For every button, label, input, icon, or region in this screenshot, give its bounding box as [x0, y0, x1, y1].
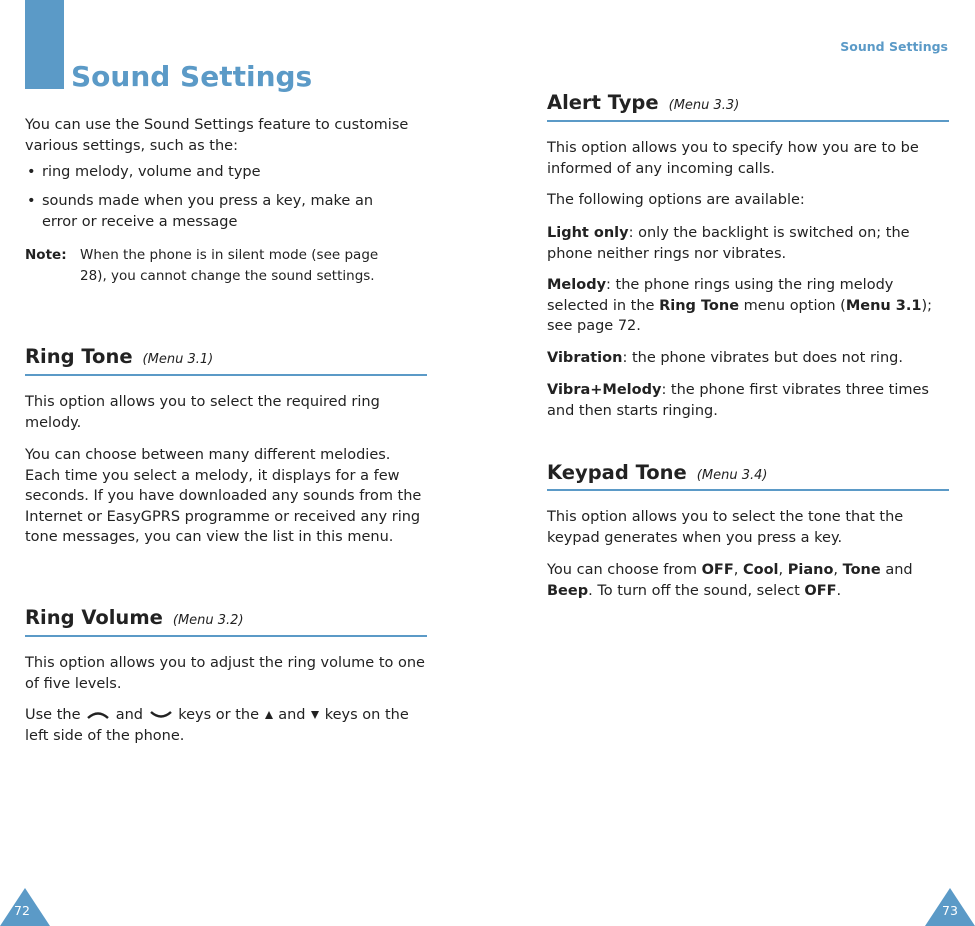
ring-volume-text-2: Use the and keys or the and keys on the left side of the phone.	[25, 707, 409, 744]
alert-type-text-1: This option allows you to specify how you are to be informed of any incoming calls.	[547, 140, 919, 177]
running-header: Sound Settings	[840, 39, 948, 54]
keypad-tone-text-2: You can choose from OFF, Cool, Piano, Tone and Beep. To turn off the sound, select OFF.	[547, 562, 913, 599]
title-accent-block	[25, 0, 64, 89]
bullet-list-2	[25, 191, 405, 232]
option-melody: Melody: the phone rings using the ring melody selected in the Ring Tone menu option (Menu 3.1); see page 72.	[547, 277, 933, 334]
ring-volume-text-1: This option allows you to adjust the ring volume to one of five levels.	[25, 655, 425, 692]
option-vibra-melody: Vibra+Melody: the phone first vibrates three times and then starts ringing.	[547, 382, 929, 419]
page-number-left: 72	[14, 903, 30, 918]
page-number-right: 73	[942, 903, 958, 918]
ring-tone-text-1: This option allows you to select the required ring melody.	[25, 394, 380, 431]
bullet-list	[25, 162, 427, 183]
keypad-tone-text-1: This option allows you to select the tone that the keypad generates when you press a key.	[547, 509, 904, 546]
volume-up-key-icon	[85, 710, 111, 720]
alert-type-text-2: The following options are available:	[547, 192, 805, 208]
note-text: When the phone is in silent mode (see page 28), you cannot change the sound settings.	[80, 247, 379, 284]
section-heading-alert-type: Alert Type (Menu 3.3)	[547, 91, 740, 114]
section-divider	[25, 374, 427, 376]
intro-text	[25, 115, 427, 156]
bullet-dot-icon: •	[27, 193, 36, 209]
volume-down-key-icon	[148, 710, 174, 720]
section-heading-ring-tone: Ring Tone (Menu 3.1)	[25, 345, 214, 368]
up-arrow-icon	[264, 710, 274, 720]
section-heading-keypad-tone: Keypad Tone (Menu 3.4)	[547, 461, 768, 484]
section-divider	[25, 635, 427, 637]
section-heading-ring-volume: Ring Volume (Menu 3.2)	[25, 606, 244, 629]
intro-paragraph: You can use the Sound Settings feature to customise various settings, such as the:	[25, 117, 409, 154]
section-divider	[547, 489, 949, 491]
bullet-item: • ring melody, volume and type	[25, 162, 427, 183]
bullet-item: • sounds made when you press a key, make an error or receive a message	[27, 193, 374, 230]
down-arrow-icon	[310, 710, 320, 720]
section-divider	[547, 120, 949, 122]
page-title: Sound Settings	[71, 60, 313, 93]
option-vibration: Vibration: the phone vibrates but does not ring.	[547, 350, 903, 366]
bullet-dot-icon: •	[27, 164, 36, 180]
note-label: Note:	[25, 247, 67, 263]
ring-tone-text-2: You can choose between many different melodies. Each time you select a melody, it displays for a few seconds. If you have downloaded any sounds from the Internet or EasyGPRS programme or received any ring tone messages, you can view the list in this menu.	[25, 447, 422, 545]
option-light-only: Light only: only the backlight is switched on; the phone neither rings nor vibrates.	[547, 225, 910, 262]
note-box	[25, 245, 385, 287]
